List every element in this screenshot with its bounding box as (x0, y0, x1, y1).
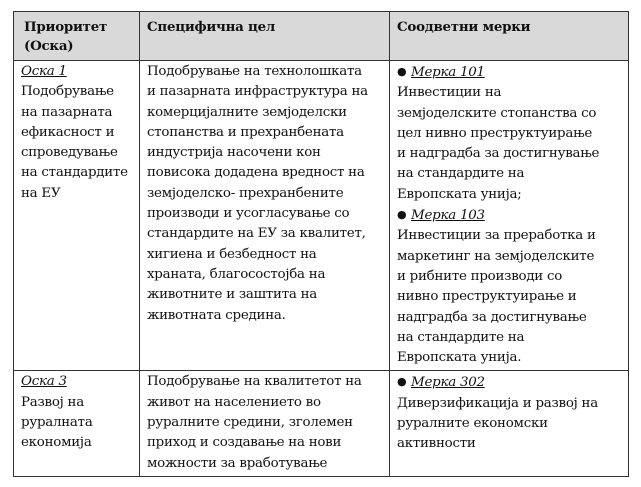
measure-text-line: цел нивно преструктуирање (397, 125, 593, 141)
axis-text-line: на ЕУ (21, 185, 61, 201)
goal-text-line: Подобрување на квалитетот на (147, 374, 362, 390)
goal-text-line: животната средина. (147, 307, 286, 323)
header-priority-line2: (Оска) (24, 38, 74, 54)
goal-text-line: и пазарната инфраструктура на (147, 84, 368, 100)
axis-text-line: руралната (21, 415, 93, 431)
measure-item (397, 372, 622, 454)
measure-text-line: Европската унија; (397, 186, 522, 202)
bullet-icon: ● (397, 375, 407, 389)
measure-text-line: надградба за достигнување (397, 309, 587, 325)
goal-text-line: комерцијалните земјоделски (147, 104, 347, 120)
axis-text-line: на стандардите (21, 165, 128, 181)
goal-text-line: повисока додадена вредност на (147, 165, 365, 181)
header-priority-line1: Приоритет (24, 19, 108, 35)
measure-text-line: и рибните производи со (397, 268, 563, 284)
measure-text-line: Диверзификација и развој на (397, 395, 598, 411)
measure-code-link[interactable]: Мерка 302 (411, 375, 485, 391)
measures-cell (390, 371, 629, 476)
table-row (14, 61, 629, 371)
measures-cell (390, 61, 629, 371)
goal-text-line: живот на населението во (147, 394, 321, 410)
goal-text-line: хигиена и безбедност на (147, 246, 317, 262)
axis-text-line: спроведување (21, 145, 118, 161)
header-priority (14, 12, 140, 61)
measure-text-line: Инвестиции за преработка и (397, 228, 596, 244)
axis-cell (14, 371, 140, 476)
goal-text-line: животните и заштита на (147, 287, 317, 303)
header-row (14, 12, 629, 61)
measure-text-line: земјоделските стопанства со (397, 105, 597, 121)
axis-text-line: на пазарната (21, 104, 113, 120)
measure-text-line: Инвестиции на (397, 85, 502, 101)
measure-text-line: и надградба за достигнување (397, 146, 600, 162)
table-row (14, 371, 629, 476)
measure-item (397, 62, 622, 205)
axis-text-line: Развој на (21, 394, 84, 410)
goal-text-line: приход и создавање на нови (147, 435, 342, 451)
measure-text-line: на стандардите на (397, 329, 525, 345)
measure-text-line: активности (397, 436, 476, 452)
axis-text-line: економија (21, 435, 92, 451)
measure-code-link[interactable]: Мерка 103 (411, 208, 485, 224)
measure-item (397, 205, 622, 368)
axis-code-link[interactable]: Оска 3 (21, 374, 67, 390)
bullet-icon: ● (397, 208, 407, 222)
goal-text-line: стопанства и прехранбената (147, 124, 344, 140)
goal-cell (140, 61, 390, 371)
table-body (14, 61, 629, 477)
axis-text-line: ефикасност и (21, 124, 115, 140)
priority-axes-table (13, 11, 629, 477)
header-specific-goal: Специфична цел (140, 12, 390, 61)
goal-text-line: руралните средини, зголемен (147, 415, 353, 431)
goal-text-line: производи и усогласување со (147, 206, 350, 222)
bullet-icon: ● (397, 65, 407, 78)
goal-text-line: храната, благосостојба на (147, 266, 326, 282)
axis-code-link[interactable]: Оска 1 (21, 64, 67, 79)
measure-text-line: нивно преструктуирање и (397, 289, 577, 305)
goal-text-line: индустрија насочени кон (147, 145, 321, 161)
goal-text-line: Подобрување на технолошката (147, 64, 362, 79)
goal-text-line: стандардите на ЕУ за квалитет, (147, 226, 366, 242)
measure-text-line: маркетинг на земјоделските (397, 248, 595, 264)
measure-text-line: руралните економски (397, 416, 548, 432)
goal-cell (140, 371, 390, 476)
header-measures: Соодветни мерки (390, 12, 629, 61)
measure-text-line: на стандардите на (397, 166, 525, 182)
goal-text-line: можности за вработување (147, 455, 328, 471)
table-header (14, 12, 629, 61)
measure-text-line: Европската унија. (397, 350, 522, 366)
axis-text-line: Подобрување (21, 84, 114, 100)
axis-cell (14, 61, 140, 371)
measure-code-link[interactable]: Мерка 101 (411, 65, 485, 80)
goal-text-line: земјоделско- прехранбените (147, 185, 344, 201)
